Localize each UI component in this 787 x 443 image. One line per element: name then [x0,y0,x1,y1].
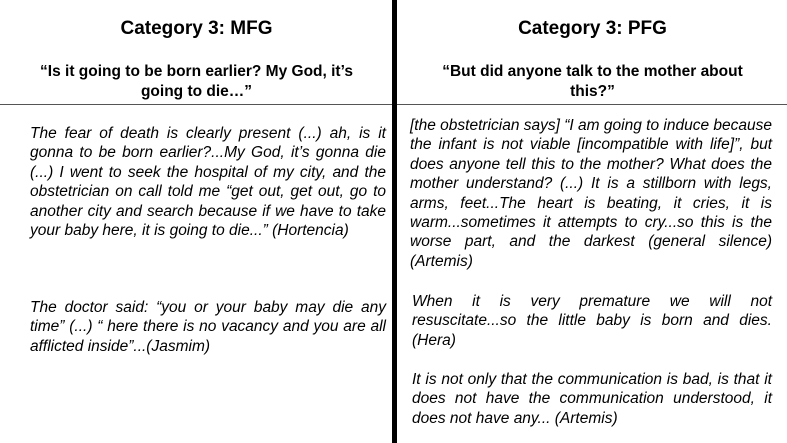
right-category-title: Category 3: PFG [518,18,667,39]
left-quote-1: The fear of death is clearly present (...) ah, is it gonna to be born earlier?...My God, it’s gonna die (...) I went to seek the hospital of my city, and the obstetrician on call told me “get out, get out, go to another city and search because if we have to take your baby here, it is going to die...” (Hortencia) [30,125,386,240]
left-column [0,0,393,443]
column-divider [392,0,397,443]
left-category-title: Category 3: MFG [120,18,273,39]
right-column [398,0,787,443]
left-quote-2: The doctor said: “you or your baby may die any time” (...) “ here there is no vacancy and you are all afflicted inside”...(Jasmim) [30,299,386,355]
left-header-divider [0,104,392,105]
right-category-subtitle: “But did anyone talk to the mother about this?” [442,63,743,100]
left-category-subtitle: “Is it going to be born earlier? My God, it’s going to die…” [40,63,353,100]
right-quote-3: It is not only that the communication is bad, is that it does not have the communication understood, it does not have any... (Artemis) [412,371,772,427]
right-quote-2: When it is very premature we will not resuscitate...so the little baby is born and dies. (Hera) [412,293,772,349]
right-quote-1: [the obstetrician says] “I am going to induce because the infant is not viable [incompatible with life]”, but does anyone tell this to the mother? What does the mother understand? (...) It is a stillborn with legs, arms, feet...The heart is beating, it cries, it is warm...sometimes it attempts to cry...so this is the worse part, and the darkest (general silence) (Artemis) [410,117,772,270]
